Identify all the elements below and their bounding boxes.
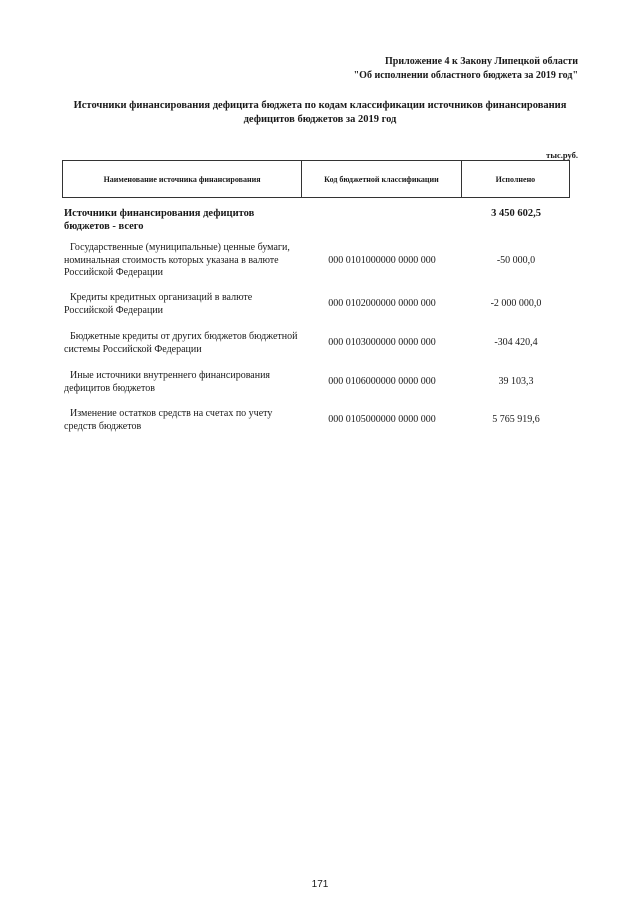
row-value: 39 103,3 bbox=[498, 376, 534, 388]
title-line-2: дефицитов бюджетов за 2019 год bbox=[243, 114, 397, 125]
row-name: Кредиты кредитных организаций в валюте Российской Федерации bbox=[64, 292, 253, 316]
row-code: 000 0102000000 0000 000 bbox=[328, 298, 436, 310]
row-name: Иные источники внутреннего финансирования дефицитов бюджетов bbox=[64, 370, 271, 394]
table-row bbox=[62, 331, 570, 356]
row-code: 000 0101000000 0000 000 bbox=[328, 254, 436, 266]
row-code: 000 0106000000 0000 000 bbox=[328, 376, 436, 388]
table-header bbox=[62, 160, 570, 198]
table-row-total bbox=[62, 208, 570, 233]
column-header-code: Код бюджетной классификации bbox=[301, 161, 461, 197]
row-value: 3 450 602,5 bbox=[491, 208, 541, 219]
document-title bbox=[60, 99, 580, 127]
row-code: 000 0103000000 0000 000 bbox=[328, 337, 436, 349]
row-name: Бюджетные кредиты от других бюджетов бюджетной системы Российской Федерации bbox=[64, 331, 298, 355]
appendix-line-1: Приложение 4 к Закону Липецкой области bbox=[385, 56, 578, 67]
row-name: Изменение остатков средств на счетах по учету средств бюджетов bbox=[64, 408, 273, 432]
row-value: -50 000,0 bbox=[496, 254, 536, 266]
appendix-reference bbox=[354, 55, 578, 83]
units-label: тыс.руб. bbox=[546, 150, 578, 160]
table-row bbox=[62, 292, 570, 317]
row-code: 000 0105000000 0000 000 bbox=[328, 414, 436, 426]
page-number: 171 bbox=[311, 879, 329, 890]
row-name: Государственные (муниципальные) ценные бумаги, номинальная стоимость которых указана в валюте Российской Федерации bbox=[64, 242, 290, 278]
table-row bbox=[62, 242, 570, 280]
title-line-1: Источники финансирования дефицита бюджета по кодам классификации источников финансирования bbox=[73, 100, 567, 111]
table-row bbox=[62, 370, 570, 395]
column-header-name: Наименование источника финансирования bbox=[103, 174, 261, 184]
row-value: 5 765 919,6 bbox=[492, 414, 540, 426]
row-name: Источники финансирования дефицитов бюджетов - всего bbox=[64, 208, 255, 232]
appendix-line-2: "Об исполнении областного бюджета за 2019 год" bbox=[353, 70, 578, 81]
table-row bbox=[62, 408, 570, 433]
column-header-executed: Исполнено bbox=[461, 161, 569, 197]
row-value: -2 000 000,0 bbox=[490, 298, 542, 310]
row-value: -304 420,4 bbox=[494, 337, 538, 349]
